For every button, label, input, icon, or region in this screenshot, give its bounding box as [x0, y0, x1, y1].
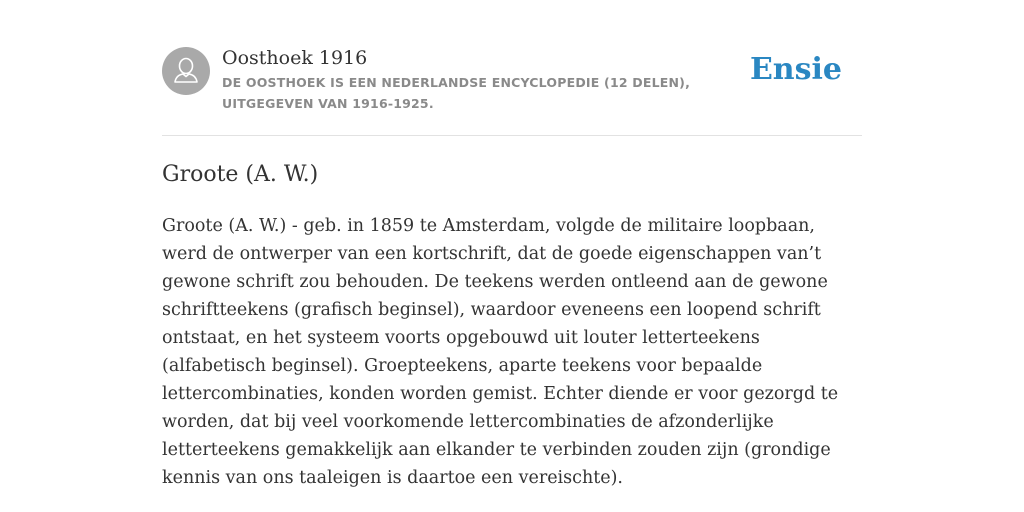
header-divider: [162, 135, 862, 136]
ensie-logo[interactable]: Ensie: [749, 52, 842, 87]
entry-body: Groote (A. W.) - geb. in 1859 te Amsterdam, volgde de militaire loopbaan, werd de ontwerper van een kortschrift, dat de goede eigenschappen van’t gewone schrift zou behouden. De teekens werden ontleend aan de gewone schriftteekens (grafisch beginsel), waardoor eveneens een loopend schrift ontstaat, en het systeem voorts opgebouwd uit louter letterteekens (alfabetisch beginsel). Groepteekens, aparte teekens voor bepaalde lettercombinaties, konden worden gemist. Echter diende er voor gezorgd te worden, dat bij veel voorkomende lettercombinaties de afzonderlijke letterteekens gemakkelijk aan elkander te verbinden zouden zijn (grondige kennis van ons taaleigen is daartoe een vereischte).: [162, 216, 839, 488]
entry-title: Groote (A. W.): [162, 162, 319, 187]
source-header: [162, 46, 862, 116]
user-silhouette-icon[interactable]: [162, 47, 210, 95]
source-name[interactable]: Oosthoek 1916: [222, 47, 368, 69]
source-description: DE OOSTHOEK IS EEN NEDERLANDSE ENCYCLOPEDIE (12 DELEN), UITGEGEVEN VAN 1916-1925.: [222, 75, 691, 111]
